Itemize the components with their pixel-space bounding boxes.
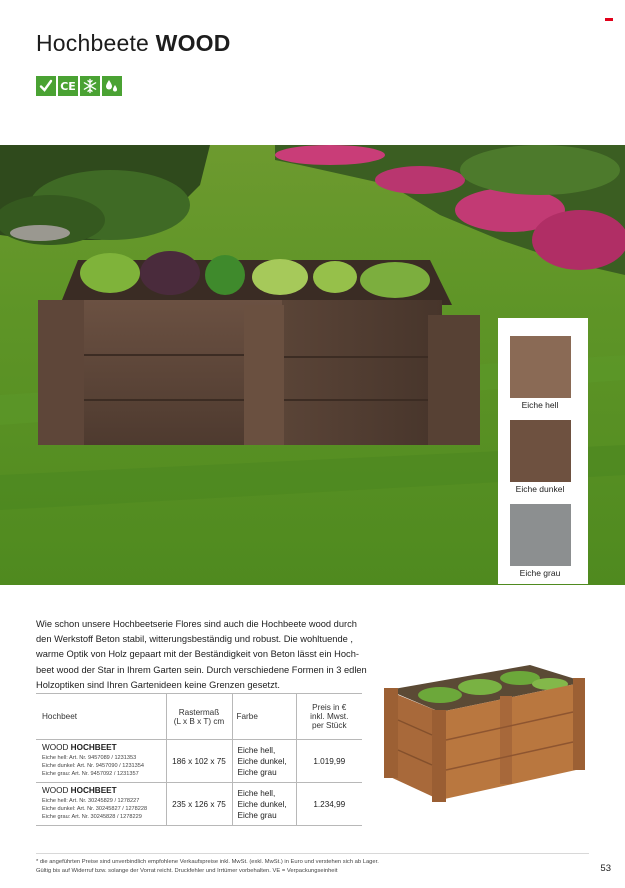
color-option: Eiche hell, <box>237 788 276 798</box>
product-cell <box>36 740 166 783</box>
swatch-label: Eiche hell <box>521 400 559 410</box>
color-option: Eiche grau <box>237 767 277 777</box>
description-line: Holzoptiken sind Ihren Gartenideen keine Grenzen gesetzt. <box>36 679 280 690</box>
table-row <box>36 740 362 783</box>
product-name-plain: WOOD <box>42 786 69 795</box>
swatch-eiche-dunkel <box>510 420 571 482</box>
snowflake-icon <box>80 76 100 96</box>
page-title <box>36 30 231 57</box>
ce-mark-icon <box>58 76 78 96</box>
description-line: warme Optik von Holz gepaart mit der Beständigkeit von Beton lässt ein Hoch- <box>36 649 359 660</box>
footer-divider <box>36 853 589 854</box>
description-line: Wie schon unsere Hochbeetserie Flores sind auch die Hochbeete wood durch <box>36 619 357 629</box>
header-price-line: inkl. Mwst. <box>310 712 349 721</box>
description-line: den Werkstoff Beton stabil, witterungsbeständig und robust. Die wohltuende , <box>36 634 353 645</box>
product-photo-raised-bed <box>380 660 590 805</box>
article-number: Eiche dunkel: Art. Nr. 30245827 / 1278228 <box>42 806 148 812</box>
product-cell <box>36 783 166 826</box>
header-price-line: Preis in € <box>312 703 347 712</box>
article-number: Eiche hell: Art. Nr. 30245829 / 1278227 <box>42 798 140 804</box>
footer-disclaimer <box>36 858 379 875</box>
price-cell: 1.234,99 <box>296 783 362 826</box>
color-cell <box>232 740 296 783</box>
swatch-label: Eiche dunkel <box>515 484 565 494</box>
color-option: Eiche dunkel, <box>237 799 287 809</box>
header-farbe: Farbe <box>232 694 296 740</box>
corner-accent-mark <box>605 18 613 21</box>
product-name-bold: HOCHBEET <box>70 743 117 752</box>
table-row <box>36 783 362 826</box>
feature-badges <box>36 76 122 96</box>
color-option: Eiche dunkel, <box>237 756 287 766</box>
footer-line: * die angeführten Preise sind unverbindlich empfohlene Verkaufspreise inkl. MwSt. (exkl. MwSt.) in Euro und verstehen sich ab Lager. <box>36 859 379 865</box>
article-number: Eiche hell: Art. Nr. 9457089 / 1231353 <box>42 755 137 761</box>
article-number: Eiche grau: Art. Nr. 30245828 / 1278229 <box>42 814 142 820</box>
swatch-eiche-hell <box>510 336 571 398</box>
article-number: Eiche dunkel: Art. Nr. 9457090 / 1231354 <box>42 763 145 769</box>
product-name-bold: HOCHBEET <box>70 786 117 795</box>
color-swatch-panel <box>498 318 588 584</box>
droplets-icon <box>102 76 122 96</box>
swatch-eiche-grau <box>510 504 571 566</box>
color-option: Eiche hell, <box>237 745 276 755</box>
price-cell: 1.019,99 <box>296 740 362 783</box>
product-name <box>42 743 162 753</box>
checkmark-icon <box>36 76 56 96</box>
price-table <box>36 693 362 826</box>
description-line: beet wood der Star in Ihrem Garten sein. Durch verschiedene Formen in 3 edlen <box>36 664 367 675</box>
page-number: 53 <box>600 863 611 874</box>
swatch-label: Eiche grau <box>519 568 561 578</box>
color-option: Eiche grau <box>237 810 277 820</box>
product-name-plain: WOOD <box>42 743 69 752</box>
color-cell <box>232 783 296 826</box>
header-raster-line: Rastermaß <box>178 707 220 717</box>
size-cell: 186 x 102 x 75 <box>166 740 232 783</box>
header-product: Hochbeet <box>36 694 166 740</box>
title-bold: WOOD <box>155 30 231 56</box>
table-header-row <box>36 694 362 740</box>
product-name <box>42 786 162 796</box>
product-description <box>36 617 376 693</box>
header-price <box>296 694 362 740</box>
ce-mark-label: CE <box>60 79 76 93</box>
header-raster-line: (L x B x T) cm <box>173 716 225 726</box>
header-price-line: per Stück <box>311 721 347 730</box>
title-plain: Hochbeete <box>36 30 150 56</box>
header-raster <box>166 694 232 740</box>
article-number: Eiche grau: Art. Nr. 9457092 / 1231357 <box>42 771 139 777</box>
size-cell: 235 x 126 x 75 <box>166 783 232 826</box>
footer-line: Gültig bis auf Widerruf bzw. solange der Vorrat reicht. Druckfehler und Irrtümer vorbehalten. VE = Verpackungseinheit <box>36 867 338 874</box>
